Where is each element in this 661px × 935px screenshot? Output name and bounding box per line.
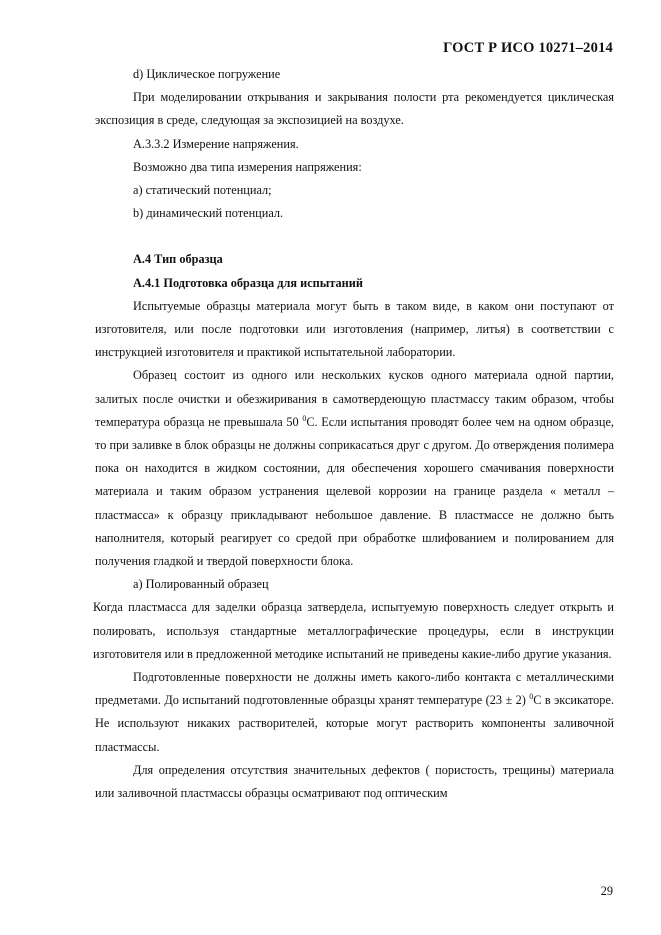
paragraph-prepared-surfaces [95, 666, 614, 759]
paragraph-defect-inspection: Для определения отсутствия значительных дефектов ( пористость, трещины) материала или заливочной пластмассы образцы осматривают под оптическим [95, 762, 614, 801]
degree-superscript: 0 [302, 413, 307, 423]
subsection-heading-a-4-1: А.4.1 Подготовка образца для испытаний [133, 275, 363, 290]
paragraph-cyclic-exposure: При моделировании открывания и закрывания полости рта рекомендуется циклическая экспозиция в среде, следующая за экспозицией на воздухе. [95, 90, 614, 128]
paragraph-sample-composition [95, 364, 614, 573]
item-static-potential: a) статический потенциал; [133, 183, 272, 198]
document-body [95, 63, 614, 805]
paragraph-measurement-types: Возможно два типа измерения напряжения: [133, 159, 362, 174]
paragraph-polishing: Когда пластмасса для заделки образца затвердела, испытуемую поверхность следует открыть и полировать, используя стандартные металлографические процедуры, если в инструкции изготовителя или в предложенной методике испытаний не приведены какие-либо другие указания. [93, 600, 614, 661]
section-spacer [95, 225, 614, 248]
item-polished-sample: а) Полированный образец [133, 577, 269, 592]
page-number: 29 [600, 884, 613, 898]
standard-header: ГОСТ Р ИСО 10271–2014 [443, 40, 613, 56]
paragraph-test-samples: Испытуемые образцы материала могут быть в таком виде, в каком они поступают от изготовителя, или после подготовки или изготовления (например, литья) в соответствии с инструкцией изготовителя и практикой испытательной лаборатории. [95, 298, 614, 360]
degree-superscript: 0 [529, 692, 534, 702]
text-run: Подготовленные поверхности не должны иметь какого-либо контакта с металлическими предметами. До испытаний подготовленные образцы хранят температуре (23 ± 2) [95, 670, 614, 708]
clause-a-3-3-2: А.3.3.2 Измерение напряжения. [133, 136, 299, 151]
item-cyclic-immersion: d) Циклическое погружение [133, 67, 281, 81]
item-dynamic-potential: b) динамический потенциал. [133, 206, 284, 221]
section-heading-a-4: А.4 Тип образца [133, 252, 223, 267]
text-run: Образец состоит из одного или нескольких кусков одного материала одной партии, залитых после очистки и обезжиривания в самотвердеющую пластмассу таким образом, чтобы температура образца не превышала 50 [95, 368, 614, 429]
text-run: С. Если испытания проводят более чем на одном образце, то при заливке в блок образцы не должны соприкасаться друг с другом. До отверждения полимера пока он находится в жидком состоянии, для обеспечения хорошего смачивания поверхности материала и таким образом устранения щелевой коррозии на границе раздела « металл – пластмасса» к образцу прикладывают небольшое давление. В пластмассе не должно быть наполнителя, который реагирует со средой при обработке шлифованием и полированием для получения гладкой и твердой поверхности блока. [95, 414, 614, 569]
text-run: С в эксикаторе. Не используют никаких растворителей, которые могут растворить компоненты заливочной пластмассы. [95, 693, 614, 754]
